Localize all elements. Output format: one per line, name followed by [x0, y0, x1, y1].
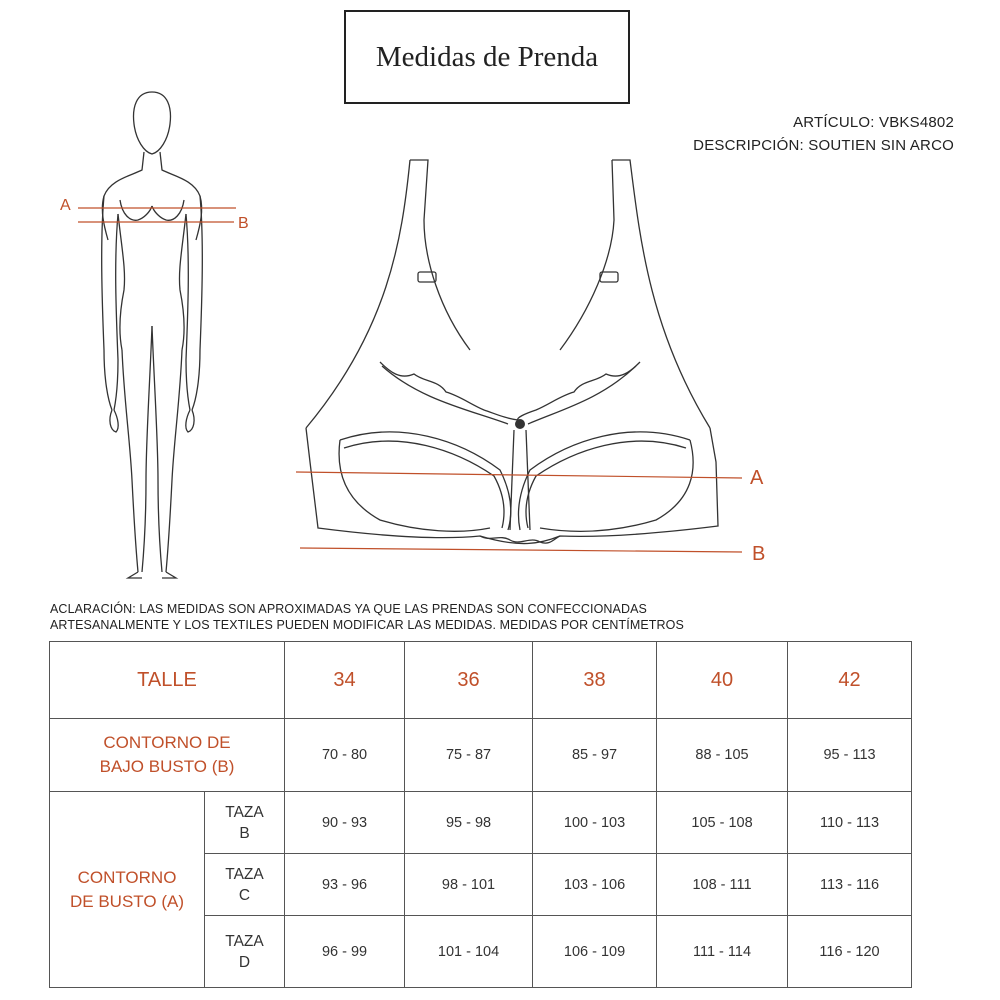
cup-c-value-42: 113 - 116: [788, 854, 912, 916]
cup-b-value-34: 90 - 93: [285, 792, 405, 854]
page-title: Medidas de Prenda: [344, 10, 630, 104]
size-header: TALLE: [50, 642, 285, 719]
table-row-sizes: [50, 642, 912, 719]
garment-label-a: A: [750, 467, 764, 489]
cup-b-label-line-2: B: [239, 824, 250, 842]
underbust-value-40: 88 - 105: [657, 719, 788, 792]
underbust-label-line-2: BAJO BUSTO (B): [99, 757, 235, 776]
figure-measure-lines: [78, 208, 236, 222]
cup-d-value-34: 96 - 99: [285, 916, 405, 988]
table-row-underbust: [50, 719, 912, 792]
bust-label-line-2: DE BUSTO (A): [70, 891, 184, 911]
underbust-value-34: 70 - 80: [285, 719, 405, 792]
size-40: 40: [657, 642, 788, 719]
size-chart-table: [49, 641, 912, 988]
underbust-value-42: 95 - 113: [788, 719, 912, 792]
cup-d-value-38: 106 - 109: [533, 916, 657, 988]
size-38: 38: [533, 642, 657, 719]
cup-d-value-42: 116 - 120: [788, 916, 912, 988]
disclaimer-line-1: ACLARACIÓN: LAS MEDIDAS SON APROXIMADAS YA QUE LAS PRENDAS SON CONFECCIONADAS: [50, 602, 647, 616]
cup-d-label: [205, 916, 285, 988]
cup-c-label-line-2: C: [238, 886, 251, 904]
underbust-label-line-1: CONTORNO DE: [103, 733, 231, 752]
figure-label-a: A: [60, 197, 71, 214]
size-36: 36: [405, 642, 533, 719]
size-42: 42: [788, 642, 912, 719]
cup-b-label: [205, 792, 285, 854]
size-34: 34: [285, 642, 405, 719]
cup-b-label-line-1: TAZA: [225, 803, 264, 821]
figure-label-b: B: [238, 215, 249, 232]
bust-label-line-1: CONTORNO: [77, 867, 177, 887]
garment-label-b: B: [752, 543, 766, 565]
article-description: DESCRIPCIÓN: SOUTIEN SIN ARCO: [693, 137, 954, 154]
disclaimer-line-2: ARTESANALMENTE Y LOS TEXTILES PUEDEN MODIFICAR LAS MEDIDAS. MEDIDAS POR CENTÍMETROS: [50, 618, 684, 632]
cup-d-value-36: 101 - 104: [405, 916, 533, 988]
garment-line-a: [296, 472, 742, 478]
cup-b-value-42: 110 - 113: [788, 792, 912, 854]
table-row-cup-b: [50, 792, 912, 854]
bow-ornament-icon: [515, 419, 525, 429]
bra-garment-illustration: [306, 160, 718, 544]
cup-b-value-36: 95 - 98: [405, 792, 533, 854]
cup-b-value-38: 100 - 103: [533, 792, 657, 854]
cup-c-value-38: 103 - 106: [533, 854, 657, 916]
cup-c-value-40: 108 - 111: [657, 854, 788, 916]
cup-b-value-40: 105 - 108: [657, 792, 788, 854]
disclaimer-note: [50, 601, 950, 633]
underbust-value-38: 85 - 97: [533, 719, 657, 792]
cup-d-label-line-1: TAZA: [225, 932, 264, 950]
cup-c-value-36: 98 - 101: [405, 854, 533, 916]
cup-c-label: [205, 854, 285, 916]
cup-d-label-line-2: D: [238, 953, 251, 971]
cup-c-label-line-1: TAZA: [225, 865, 264, 883]
cup-d-value-40: 111 - 114: [657, 916, 788, 988]
body-figure-illustration: [102, 92, 203, 578]
cup-c-value-34: 93 - 96: [285, 854, 405, 916]
bust-label: [50, 792, 205, 988]
underbust-value-36: 75 - 87: [405, 719, 533, 792]
garment-line-b: [300, 548, 742, 552]
article-code: ARTÍCULO: VBKS4802: [793, 114, 954, 131]
underbust-label: [50, 719, 285, 792]
